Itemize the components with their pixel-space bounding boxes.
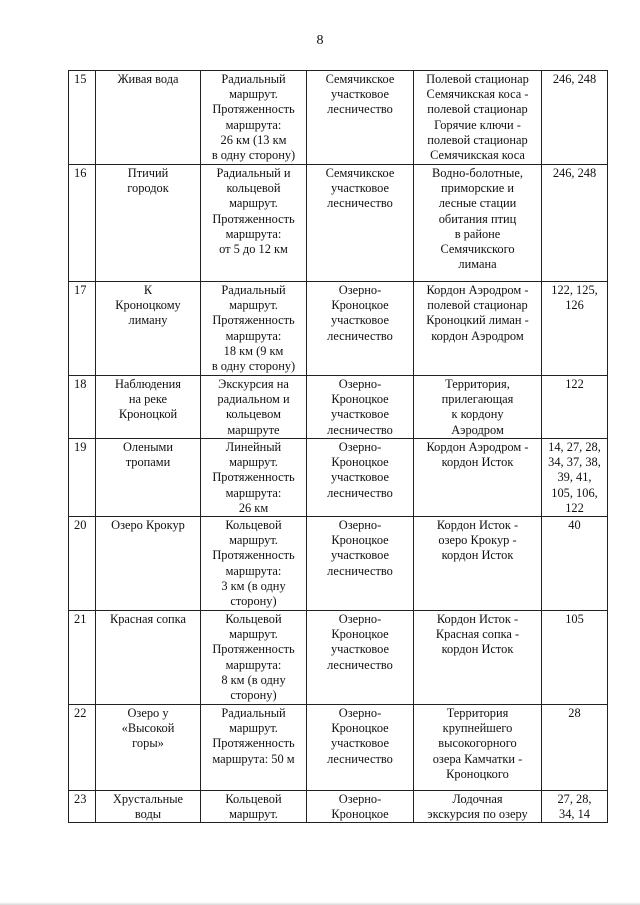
cell-text-line: 122 (565, 377, 584, 391)
forestry-cell (307, 611, 414, 705)
cell-text-line: лесничество (327, 563, 393, 578)
row-number-cell: 15 (69, 71, 96, 165)
table-row (69, 517, 608, 611)
cell-text-line: 105 (565, 612, 584, 627)
route-type-cell (201, 376, 307, 439)
quarters-cell (542, 611, 608, 705)
cell-text-line: лесничество (327, 102, 393, 117)
cell-text-line: участковое (330, 313, 390, 328)
route-path-cell (414, 165, 542, 282)
cell-text-line: к кордону (451, 407, 504, 422)
cell-text-line: Семячикского (440, 242, 515, 257)
route-type-cell (201, 611, 307, 705)
route-type-cell (201, 517, 307, 611)
route-path-cell (414, 282, 542, 376)
route-path-cell (414, 517, 542, 611)
cell-text-line: 122 (565, 500, 584, 515)
row-number-cell: 17 (69, 282, 96, 376)
row-number-cell: 18 (69, 376, 96, 439)
cell-text-line: Наблюдения (114, 377, 182, 391)
cell-text-line: Озерно- (338, 612, 382, 627)
cell-text-line: Территория (446, 706, 509, 721)
route-name-cell (96, 439, 201, 517)
quarters-cell (542, 791, 608, 823)
cell-text-line: Озерно- (338, 283, 382, 297)
cell-text-line: от 5 до 12 км (219, 242, 288, 257)
quarters-cell (542, 282, 608, 376)
cell-text-line: «Высокой (121, 721, 175, 736)
route-path-cell (414, 376, 542, 439)
cell-text-line: прилегающая (441, 392, 514, 407)
route-name-cell (96, 791, 201, 823)
route-type-cell (201, 282, 307, 376)
forestry-cell (307, 705, 414, 791)
forestry-cell (307, 71, 414, 165)
cell-text-line: 8 км (в одну (221, 672, 286, 687)
cell-text-line: К (143, 283, 153, 297)
cell-text-line: маршрут. (229, 455, 278, 470)
cell-text-line: 40 (568, 518, 581, 533)
cell-text-line: Территория, (445, 377, 510, 391)
cell-text-line: Озерно- (338, 377, 382, 391)
route-path-cell (414, 71, 542, 165)
cell-text-line: Радиальный (221, 72, 286, 86)
cell-text-line: маршрут. (229, 721, 278, 736)
quarters-cell (542, 71, 608, 165)
cell-text-line: маршрута: (225, 117, 282, 132)
cell-text-line: 34, 14 (559, 807, 590, 822)
table-row (69, 71, 608, 165)
cell-text-line: обитания птиц (438, 211, 517, 226)
cell-text-line: Водно-болотные, (432, 166, 523, 180)
cell-text-line: кордон Исток (441, 548, 514, 563)
table-row (69, 705, 608, 791)
cell-text-line: горы» (132, 736, 164, 751)
cell-text-line: маршрута: 50 м (212, 751, 295, 766)
forestry-cell (307, 439, 414, 517)
quarters-cell (542, 439, 608, 517)
quarters-cell (542, 165, 608, 282)
cell-text-line: участковое (330, 736, 390, 751)
cell-text-line: Кроноцкий лиман - (426, 313, 529, 328)
cell-text-line: в одну сторону) (211, 359, 296, 374)
cell-text-line: лесничество (327, 196, 393, 211)
cell-text-line: маршрут. (229, 533, 278, 548)
route-name-cell (96, 705, 201, 791)
cell-text-line: Кроноцкое (331, 298, 389, 313)
cell-text-line: озера Камчатки - (432, 751, 523, 766)
cell-text-line: 246, 248 (552, 166, 597, 180)
cell-text-line: Кроноцкое (331, 807, 389, 822)
cell-text-line: на реке (128, 392, 168, 407)
row-number-cell: 23 (69, 791, 96, 823)
cell-text-line: Озерно- (338, 518, 382, 533)
forestry-cell (307, 517, 414, 611)
cell-text-line: полевой стационар (427, 298, 528, 313)
route-name-cell (96, 165, 201, 282)
table-row (69, 282, 608, 376)
cell-text-line: радиальном и (217, 392, 290, 407)
cell-text-line: Кроноцкому (115, 298, 181, 313)
cell-text-line: 126 (565, 298, 584, 313)
cell-text-line: Красная сопка (109, 612, 187, 627)
cell-text-line: участковое (330, 407, 390, 422)
cell-text-line: участковое (330, 642, 390, 657)
route-name-cell (96, 282, 201, 376)
cell-text-line: Протяженность (212, 102, 295, 117)
cell-text-line: Кольцевой (225, 612, 282, 627)
cell-text-line: Протяженность (212, 470, 295, 485)
route-name-cell (96, 517, 201, 611)
cell-text-line: лесничество (327, 422, 393, 437)
forestry-cell (307, 165, 414, 282)
cell-text-line: Протяженность (212, 642, 295, 657)
cell-text-line: 246, 248 (552, 72, 597, 86)
cell-text-line: Радиальный (221, 706, 286, 721)
cell-text-line: Озерно- (338, 792, 382, 807)
cell-text-line: Живая вода (117, 72, 179, 86)
cell-text-line: 18 км (9 км (223, 343, 284, 358)
cell-text-line: лесничество (327, 751, 393, 766)
table-row (69, 439, 608, 517)
cell-text-line: 26 км (238, 500, 269, 515)
cell-text-line: экскурсия по озеру (427, 807, 528, 822)
route-name-cell (96, 71, 201, 165)
cell-text-line: сторону) (230, 688, 277, 703)
cell-text-line: лесничество (327, 657, 393, 672)
route-path-cell (414, 611, 542, 705)
route-type-cell (201, 791, 307, 823)
cell-text-line: Кроноцкое (331, 392, 389, 407)
table-row (69, 791, 608, 823)
cell-text-line: лесничество (327, 485, 393, 500)
row-number-cell: 21 (69, 611, 96, 705)
route-path-cell (414, 439, 542, 517)
cell-text-line: маршрут. (229, 627, 278, 642)
cell-text-line: Линейный (225, 440, 282, 454)
cell-text-line: Протяженность (212, 313, 295, 328)
cell-text-line: тропами (125, 455, 171, 470)
quarters-cell (542, 517, 608, 611)
cell-text-line: воды (134, 807, 162, 822)
route-path-cell (414, 791, 542, 823)
cell-text-line: Кроноцкое (331, 533, 389, 548)
cell-text-line: лиману (128, 313, 168, 328)
cell-text-line: Кордон Исток - (436, 612, 519, 627)
cell-text-line: озеро Крокур - (438, 533, 517, 548)
cell-text-line: Кордон Исток - (436, 518, 519, 533)
cell-text-line: полевой стационар (427, 132, 528, 147)
quarters-cell (542, 705, 608, 791)
cell-text-line: Хрустальные (112, 792, 184, 807)
cell-text-line: крупнейшего (442, 721, 513, 736)
table-row (69, 376, 608, 439)
cell-text-line: 28 (568, 706, 581, 721)
route-type-cell (201, 705, 307, 791)
cell-text-line: участковое (330, 548, 390, 563)
cell-text-line: Протяженность (212, 736, 295, 751)
row-number-cell: 20 (69, 517, 96, 611)
cell-text-line: в одну сторону) (211, 148, 296, 163)
cell-text-line: Кроноцкого (446, 766, 509, 781)
cell-text-line: Кроноцкое (331, 627, 389, 642)
cell-text-line: Кольцевой (225, 518, 282, 533)
cell-text-line: Красная сопка - (435, 627, 520, 642)
cell-text-line: в районе (454, 226, 501, 241)
cell-text-line: Лодочная (452, 792, 503, 807)
cell-text-line: Семячикская коса - (426, 87, 529, 102)
cell-text-line: Озеро Крокур (111, 518, 185, 533)
cell-text-line: 122, 125, (551, 283, 598, 297)
cell-text-line: маршрута: (225, 657, 282, 672)
cell-text-line: городок (127, 181, 169, 196)
cell-text-line: Кроноцкое (331, 455, 389, 470)
cell-text-line: 14, 27, 28, (548, 440, 601, 454)
cell-text-line: участковое (330, 181, 390, 196)
cell-text-line: 105, 106, (551, 485, 598, 500)
route-type-cell (201, 71, 307, 165)
routes-table (68, 70, 608, 823)
cell-text-line: лесные стации (438, 196, 517, 211)
table-row (69, 611, 608, 705)
cell-text-line: высокогорного (438, 736, 517, 751)
cell-text-line: кордон Исток (441, 642, 514, 657)
cell-text-line: Аэродром (451, 422, 504, 437)
cell-text-line: кордон Исток (441, 455, 514, 470)
cell-text-line: маршрут. (229, 807, 278, 822)
row-number-cell: 22 (69, 705, 96, 791)
route-type-cell (201, 439, 307, 517)
cell-text-line: Семячикское (325, 166, 395, 180)
quarters-cell (542, 376, 608, 439)
route-path-cell (414, 705, 542, 791)
cell-text-line: Кольцевой (225, 792, 282, 807)
route-name-cell (96, 611, 201, 705)
cell-text-line: маршруте (227, 422, 280, 437)
route-type-cell (201, 165, 307, 282)
cell-text-line: кольцевом (226, 407, 281, 422)
route-name-cell (96, 376, 201, 439)
cell-text-line: Кордон Аэродром - (426, 440, 529, 454)
cell-text-line: маршрута: (225, 226, 282, 241)
table-row (69, 165, 608, 282)
cell-text-line: кольцевой (226, 181, 281, 196)
cell-text-line: Радиальный и (216, 166, 291, 180)
forestry-cell (307, 282, 414, 376)
cell-text-line: кордон Аэродром (431, 328, 524, 343)
cell-text-line: Олеными (122, 440, 174, 454)
cell-text-line: Озеро у (127, 706, 169, 721)
cell-text-line: Полевой стационар (426, 72, 529, 86)
row-number-cell: 16 (69, 165, 96, 282)
cell-text-line: лесничество (327, 328, 393, 343)
cell-text-line: приморские и (440, 181, 515, 196)
cell-text-line: Экскурсия на (218, 377, 289, 391)
cell-text-line: лимана (458, 257, 497, 272)
forestry-cell (307, 791, 414, 823)
forestry-cell (307, 376, 414, 439)
cell-text-line: маршрута: (225, 563, 282, 578)
row-number-cell: 19 (69, 439, 96, 517)
cell-text-line: Протяженность (212, 211, 295, 226)
cell-text-line: Горячие ключи - (434, 117, 521, 132)
cell-text-line: маршрута: (225, 328, 282, 343)
cell-text-line: Протяженность (212, 548, 295, 563)
cell-text-line: Озерно- (338, 440, 382, 454)
cell-text-line: 26 км (13 км (220, 132, 287, 147)
cell-text-line: маршрут. (229, 196, 278, 211)
cell-text-line: Кроноцкое (331, 721, 389, 736)
cell-text-line: 27, 28, (557, 792, 592, 807)
cell-text-line: участковое (330, 470, 390, 485)
cell-text-line: участковое (330, 87, 390, 102)
cell-text-line: Озерно- (338, 706, 382, 721)
cell-text-line: 3 км (в одну (221, 578, 286, 593)
cell-text-line: Кордон Аэродром - (426, 283, 529, 297)
cell-text-line: Кроноцкой (118, 407, 178, 422)
cell-text-line: полевой стационар (427, 102, 528, 117)
cell-text-line: 39, 41, (557, 470, 592, 485)
cell-text-line: Семячикское (325, 72, 395, 86)
routes-table-body (69, 71, 608, 823)
cell-text-line: маршрут. (229, 87, 278, 102)
page-number: 8 (316, 33, 324, 48)
cell-text-line: сторону) (230, 594, 277, 609)
cell-text-line: Радиальный (221, 283, 286, 297)
cell-text-line: Семячикская коса (430, 148, 525, 163)
cell-text-line: 34, 37, 38, (548, 455, 601, 470)
cell-text-line: маршрута: (225, 485, 282, 500)
cell-text-line: Птичий (127, 166, 169, 180)
cell-text-line: маршрут. (229, 298, 278, 313)
